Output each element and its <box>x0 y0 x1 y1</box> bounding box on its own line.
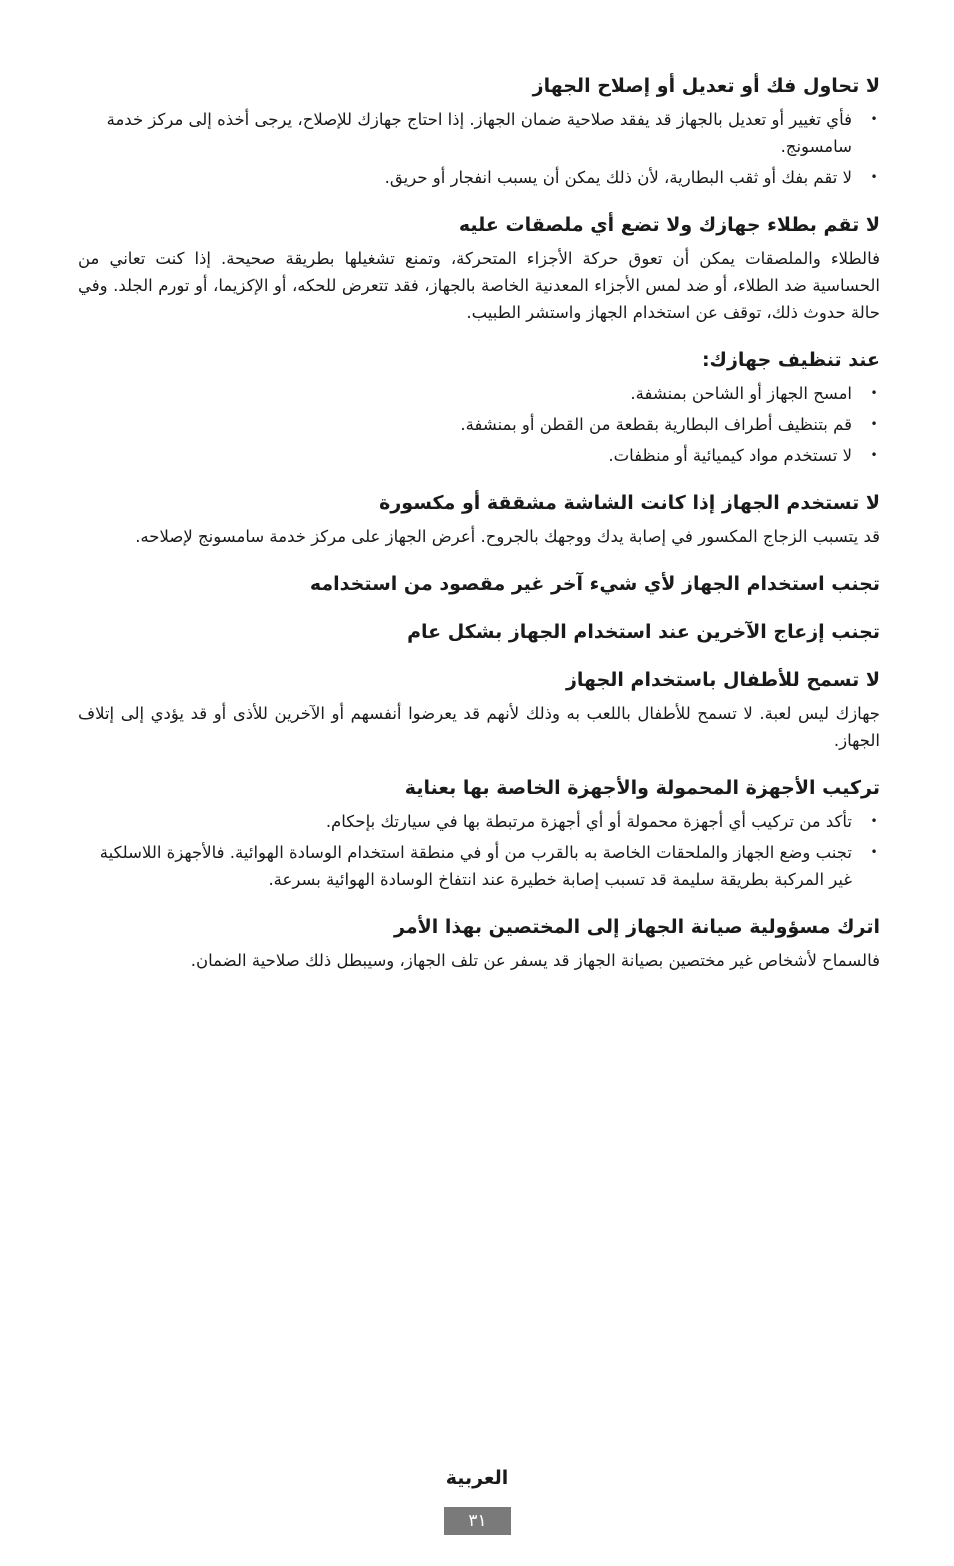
section-servicing <box>78 913 880 974</box>
list-item <box>78 839 880 893</box>
bullet-icon: • <box>870 845 878 859</box>
section-paragraph: فالسماح لأشخاص غير مختصين بصيانة الجهاز قد يسفر عن تلف الجهاز، وسيبطل ذلك صلاحية الضمان. <box>190 951 880 970</box>
bullet-list <box>78 106 880 191</box>
list-item-text: تجنب وضع الجهاز والملحقات الخاصة به بالقرب من أو في منطقة استخدام الوسادة الهوائية. فالأجهزة اللاسلكية غير المركبة بطريقة سليمة قد تسبب إصابة خطيرة عند انتفاخ الوسادة الهوائية بسرعة. <box>99 843 852 889</box>
bullet-icon: • <box>870 417 878 431</box>
section-paragraph: جهازك ليس لعبة. لا تسمح للأطفال باللعب به وذلك لأنهم قد يعرضوا أنفسهم أو الآخرين للأذى أو قد يؤدي إلى إتلاف الجهاز. <box>78 704 880 750</box>
section-heading: لا تحاول فك أو تعديل أو إصلاح الجهاز <box>532 75 880 97</box>
list-item-text: امسح الجهاز أو الشاحن بمنشفة. <box>630 384 852 403</box>
list-item <box>78 380 880 407</box>
list-item <box>78 411 880 438</box>
section-heading: تجنب استخدام الجهاز لأي شيء آخر غير مقصود من استخدامه <box>309 573 880 595</box>
bullet-icon: • <box>870 170 878 184</box>
list-item <box>78 164 880 191</box>
bullet-icon: • <box>870 448 878 462</box>
page-number-badge: ٣١ <box>444 1507 511 1535</box>
bullet-list <box>78 380 880 469</box>
section-no-disassembly <box>78 72 880 191</box>
section-cleaning <box>78 346 880 469</box>
section-heading: تجنب إزعاج الآخرين عند استخدام الجهاز بشكل عام <box>407 621 880 643</box>
list-item <box>78 106 880 160</box>
list-item-text: لا تقم بفك أو ثقب البطارية، لأن ذلك يمكن أن يسبب انفجار أو حريق. <box>384 168 852 187</box>
list-item <box>78 808 880 835</box>
section-paragraph: قد يتسبب الزجاج المكسور في إصابة يدك ووجهك بالجروح. أعرض الجهاز على مركز خدمة سامسونج لإصلاحه. <box>135 527 880 546</box>
list-item-text: تأكد من تركيب أي أجهزة محمولة أو أي أجهزة مرتبطة بها في سيارتك بإحكام. <box>325 812 852 831</box>
list-item <box>78 442 880 469</box>
bullet-icon: • <box>870 386 878 400</box>
section-no-paint <box>78 211 880 326</box>
section-heading: لا تسمح للأطفال باستخدام الجهاز <box>565 669 880 691</box>
page-body <box>78 72 880 994</box>
section-disturbing-others <box>78 618 880 646</box>
section-heading: اترك مسؤولية صيانة الجهاز إلى المختصين بهذا الأمر <box>394 916 880 938</box>
section-heading: عند تنظيف جهازك: <box>701 349 880 371</box>
bullet-list <box>78 808 880 893</box>
section-cracked-screen <box>78 489 880 550</box>
list-item-text: قم بتنظيف أطراف البطارية بقطعة من القطن أو بمنشفة. <box>460 415 852 434</box>
section-heading: لا تقم بطلاء جهازك ولا تضع أي ملصقات عليه <box>458 214 880 236</box>
section-intended-use <box>78 570 880 598</box>
section-mounting <box>78 774 880 893</box>
section-heading: تركيب الأجهزة المحمولة والأجهزة الخاصة بها بعناية <box>404 777 880 799</box>
footer-language-label: العربية <box>445 1467 509 1489</box>
section-heading: لا تستخدم الجهاز إذا كانت الشاشة مشققة أو مكسورة <box>379 492 880 514</box>
bullet-icon: • <box>870 112 878 126</box>
section-paragraph: فالطلاء والملصقات يمكن أن تعوق حركة الأجزاء المتحركة، وتمنع تشغيلها بطريقة صحيحة. إذا كنت تعاني من الحساسية ضد الطلاء، أو ضد لمس الأجزاء المعدنية الخاصة بالجهاز، فقد تتعرض للحكه، أو الإكزيما، أو تورم الجلد. وفي حالة حدوث ذلك، توقف عن استخدام الجهاز واستشر الطبيب. <box>78 249 880 322</box>
bullet-icon: • <box>870 814 878 828</box>
list-item-text: لا تستخدم مواد كيميائية أو منظفات. <box>608 446 852 465</box>
section-children <box>78 666 880 754</box>
list-item-text: فأي تغيير أو تعديل بالجهاز قد يفقد صلاحية ضمان الجهاز. إذا احتاج جهازك للإصلاح، يرجى أخذه إلى مركز خدمة سامسونج. <box>106 110 852 156</box>
